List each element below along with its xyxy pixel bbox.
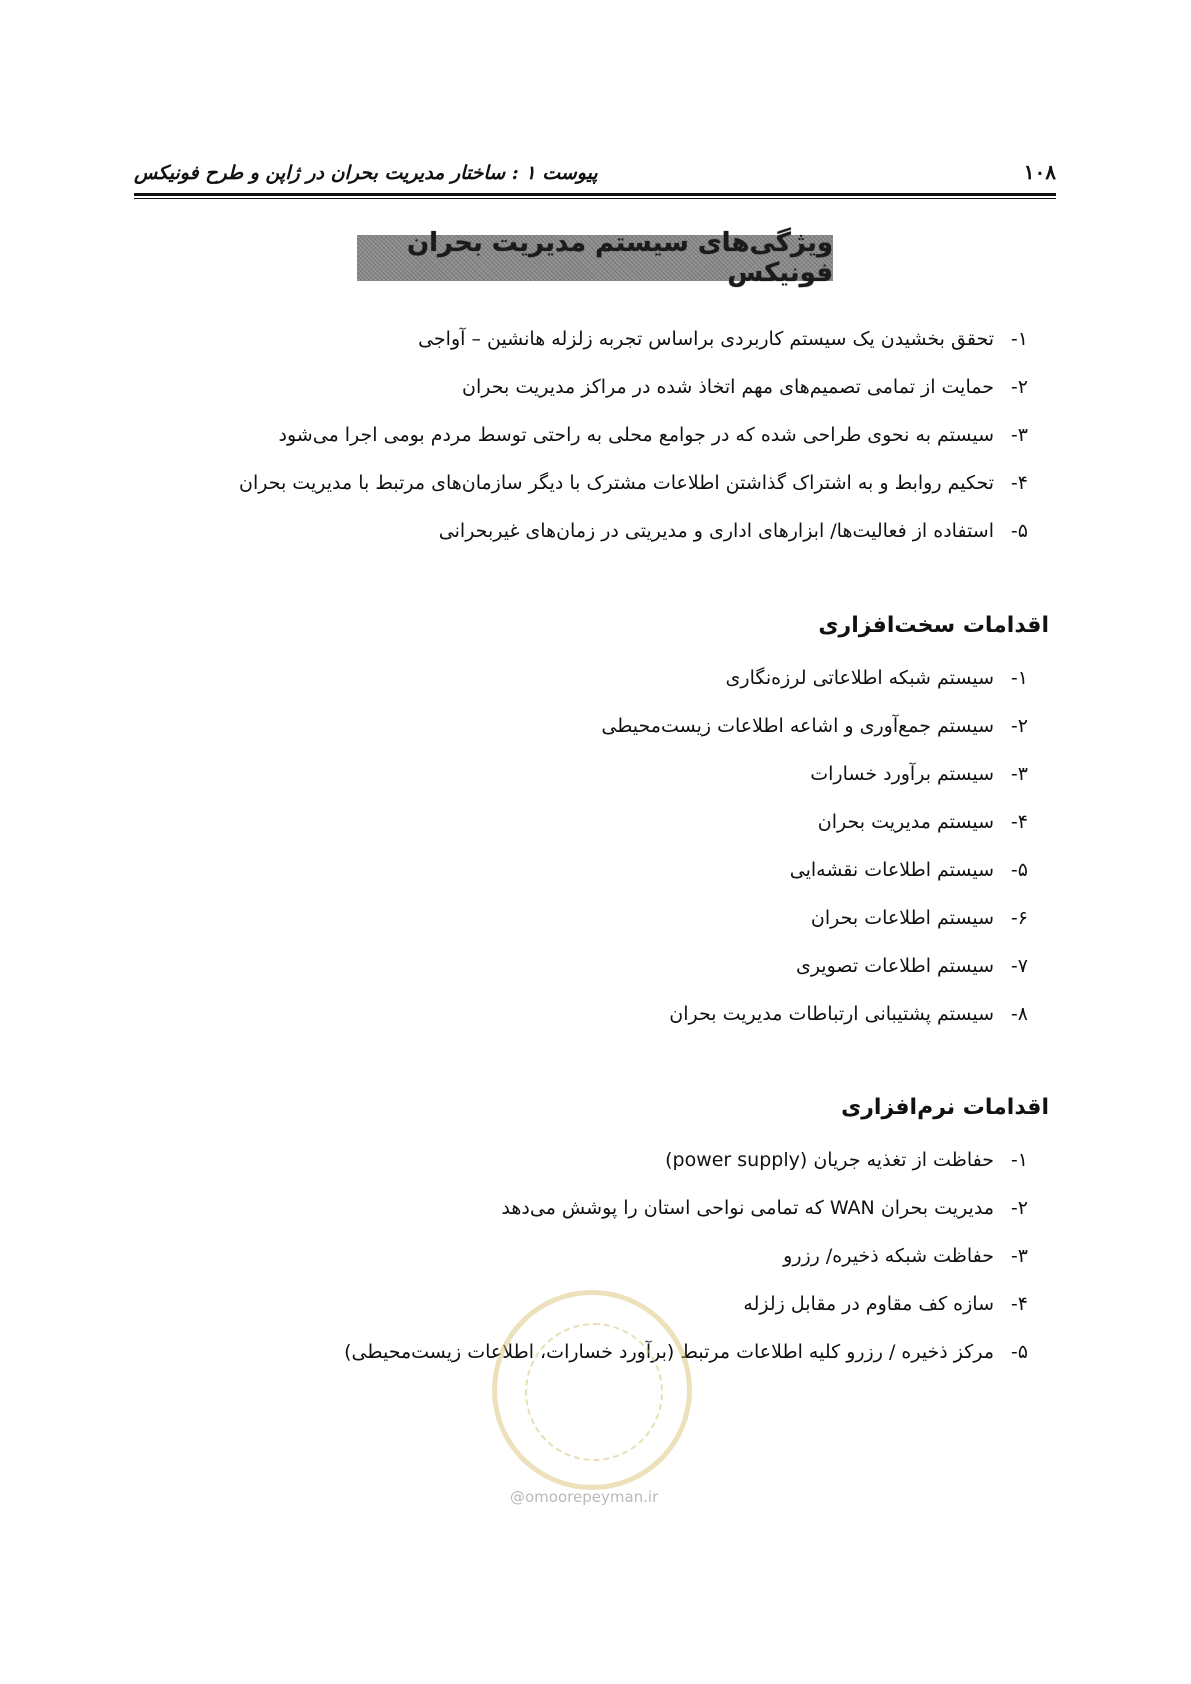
list-item [601, 712, 1028, 740]
item-text: سیستم اطلاعات نقشه‌ایی [789, 859, 994, 881]
list-item [239, 469, 1028, 497]
item-text: استفاده از فعالیت‌ها/ ابزارهای اداری و مدیریتی در زمان‌های غیربحرانی [438, 520, 994, 542]
list-item [665, 1146, 1028, 1174]
watermark-text: @omoorepeyman.ir [510, 1488, 659, 1506]
hardware-heading: اقدامات سخت‌افزاری [818, 613, 1049, 638]
item-text: سازه کف مقاوم در مقابل زلزله [743, 1293, 994, 1315]
list-item [818, 808, 1028, 836]
item-text: سیستم برآورد خسارات [810, 763, 994, 785]
item-text: تحقق بخشیدن یک سیستم کاربردی براساس تجربه زلزله هانشین – آواجی [418, 328, 994, 350]
gear-icon [525, 1323, 663, 1461]
item-text: سیستم اطلاعات تصویری [795, 955, 994, 977]
item-number: ۶- [1010, 907, 1028, 929]
item-text: حفاظت شبکه ذخیره/ رزرو [783, 1245, 994, 1267]
item-number: ۳- [1010, 763, 1028, 785]
item-number: ۱- [1010, 328, 1028, 350]
header-rule-thin [134, 198, 1056, 199]
list-item [501, 1194, 1028, 1222]
item-text: سیستم پشتیبانی ارتباطات مدیریت بحران [669, 1003, 994, 1025]
page-header [134, 160, 1056, 190]
item-number: ۱- [1010, 1149, 1028, 1171]
item-text: حمایت از تمامی تصمیم‌های مهم اتخاذ شده در مراکز مدیریت بحران [462, 376, 994, 398]
item-text: مرکز ذخیره / رزرو کلیه اطلاعات مرتبط (برآورد خسارات، اطلاعات زیست‌محیطی) [344, 1341, 994, 1363]
item-number: ۳- [1010, 424, 1028, 446]
item-number: ۴- [1010, 1293, 1028, 1315]
page-number: ۱۰۸ [1023, 160, 1056, 184]
list-item [439, 517, 1028, 545]
banner-title: ویژگی‌های سیستم مدیریت بحران فونیکس [406, 228, 833, 288]
item-number: ۴- [1010, 472, 1028, 494]
list-item [669, 1000, 1028, 1028]
header-rule-thick [134, 193, 1056, 196]
list-item [743, 1290, 1028, 1318]
list-item [810, 760, 1028, 788]
list-item [279, 421, 1028, 449]
list-item [418, 325, 1028, 353]
item-number: ۷- [1010, 955, 1028, 977]
item-text: سیستم شبکه اطلاعاتی لرزه‌نگاری [725, 667, 994, 689]
item-number: ۳- [1010, 1245, 1028, 1267]
item-text: تحکیم روابط و به اشتراک گذاشتن اطلاعات مشترک با دیگر سازمان‌های مرتبط با مدیریت بحران [238, 472, 994, 494]
item-text: سیستم مدیریت بحران [817, 811, 994, 833]
list-item [811, 904, 1028, 932]
item-text: مدیریت بحران WAN که تمامی نواحی استان را پوشش می‌دهد [501, 1197, 994, 1219]
list-item [796, 952, 1028, 980]
item-number: ۲- [1010, 376, 1028, 398]
list-item [790, 856, 1028, 884]
list-item [783, 1242, 1028, 1270]
list-item [726, 664, 1028, 692]
item-number: ۵- [1010, 859, 1028, 881]
list-item [462, 373, 1028, 401]
item-number: ۸- [1010, 1003, 1028, 1025]
item-text: حفاظت از تغذیه جریان (power supply) [665, 1149, 994, 1171]
item-number: ۱- [1010, 667, 1028, 689]
item-number: ۵- [1010, 520, 1028, 542]
item-number: ۴- [1010, 811, 1028, 833]
item-text: سیستم اطلاعات بحران [810, 907, 994, 929]
item-text: سیستم جمع‌آوری و اشاعه اطلاعات زیست‌محیطی [601, 715, 994, 737]
item-number: ۲- [1010, 715, 1028, 737]
watermark-stamp-logo [492, 1290, 692, 1490]
software-heading: اقدامات نرم‌افزاری [841, 1095, 1049, 1120]
item-number: ۵- [1010, 1341, 1028, 1363]
item-text: سیستم به نحوی طراحی شده که در جوامع محلی به راحتی توسط مردم بومی اجرا می‌شود [278, 424, 994, 446]
running-title: پیوست ۱ : ساختار مدیریت بحران در ژاپن و طرح فونیکس [134, 162, 598, 184]
section-banner [357, 228, 833, 288]
item-number: ۲- [1010, 1197, 1028, 1219]
